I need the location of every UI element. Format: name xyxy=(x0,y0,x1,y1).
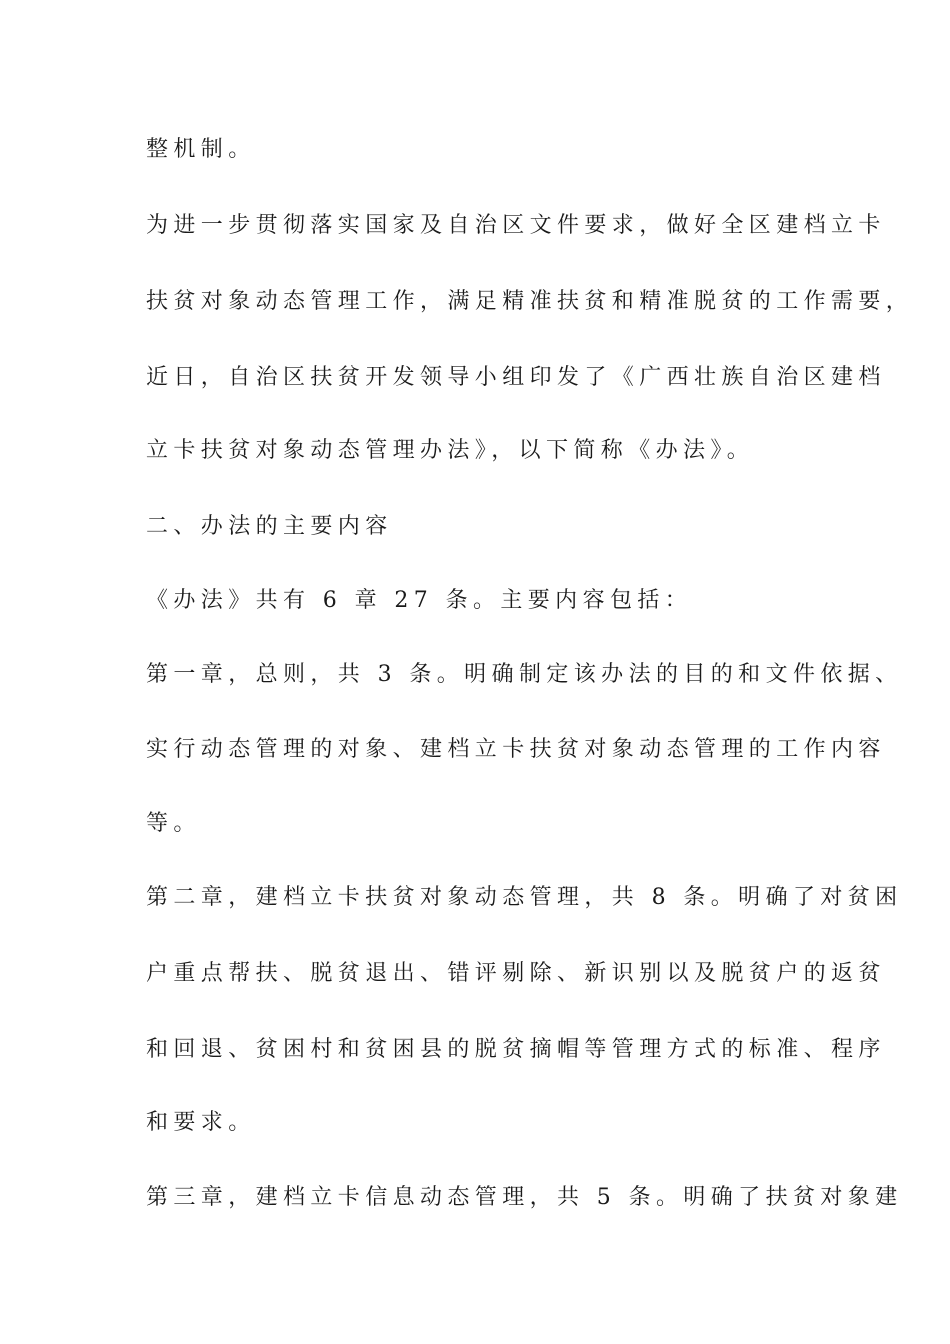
text-line: 近日，自治区扶贫开发领导小组印发了《广西壮族自治区建档 xyxy=(146,365,886,390)
text-line: 第二章，建档立卡扶贫对象动态管理，共 8 条。明确了对贫困 xyxy=(146,885,903,910)
text-line: 和回退、贫困村和贫困县的脱贫摘帽等管理方式的标准、程序 xyxy=(146,1037,886,1062)
text-line: 和要求。 xyxy=(146,1110,256,1135)
text-line: 扶贫对象动态管理工作，满足精准扶贫和精准脱贫的工作需要， xyxy=(146,289,914,314)
text-line: 第三章，建档立卡信息动态管理，共 5 条。明确了扶贫对象建 xyxy=(146,1185,903,1210)
text-line: 户重点帮扶、脱贫退出、错评剔除、新识别以及脱贫户的返贫 xyxy=(146,961,886,986)
text-line: 第一章，总则，共 3 条。明确制定该办法的目的和文件依据、 xyxy=(146,662,903,687)
text-line: 实行动态管理的对象、建档立卡扶贫对象动态管理的工作内容 xyxy=(146,737,886,762)
text-line: 整机制。 xyxy=(146,137,256,162)
text-line: 等。 xyxy=(146,811,201,836)
text-line: 《办法》共有 6 章 27 条。主要内容包括： xyxy=(146,588,693,613)
text-line: 为进一步贯彻落实国家及自治区文件要求，做好全区建档立卡 xyxy=(146,213,886,238)
text-line: 立卡扶贫对象动态管理办法》，以下简称《办法》。 xyxy=(146,438,755,463)
section-heading: 二、办法的主要内容 xyxy=(146,514,393,539)
